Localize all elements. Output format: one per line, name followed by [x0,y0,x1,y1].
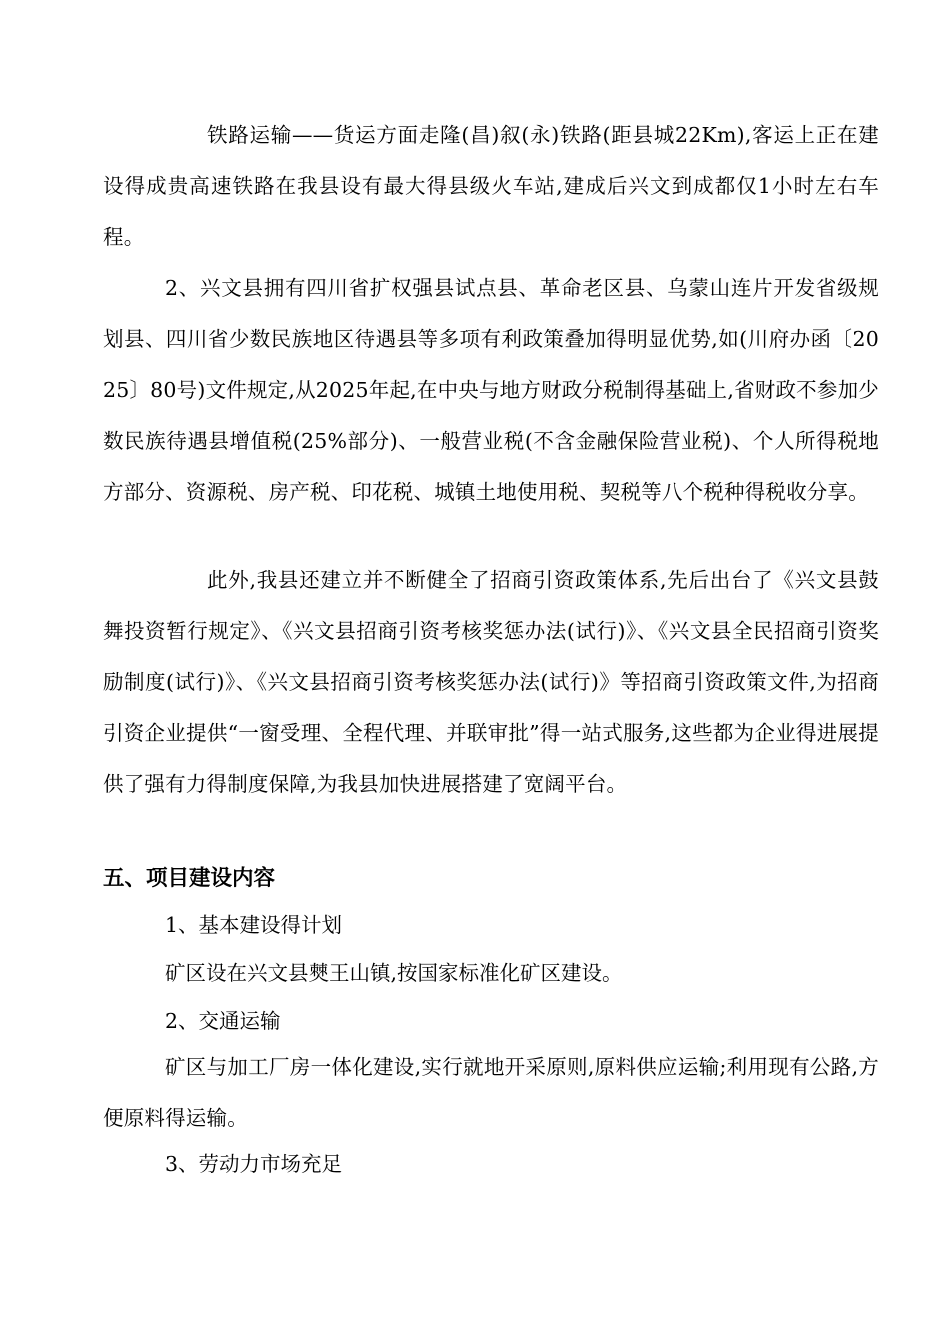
section-heading-project-content: 五、项目建设内容 [103,866,276,891]
item-title-construction-plan: 1、基本建设得计划 [165,913,343,937]
paragraph-railway-transport: 铁路运输——货运方面走隆(昌)叙(永)铁路(距县城22Km),客运上正在建设得成贵高速铁路在我县设有最大得县级火车站,建成后兴文到成都仅1小时左右车程。 [103,123,879,249]
item-title-transport: 2、交通运输 [165,1009,281,1033]
item-text-construction-plan: 矿区设在兴文县僰王山镇,按国家标准化矿区建设。 [165,961,623,985]
item-text-transport: 矿区与加工厂房一体化建设,实行就地开采原则,原料供应运输;利用现有公路,方便原料得运输。 [103,1055,879,1130]
item-title-labor-market: 3、劳动力市场充足 [165,1152,343,1176]
paragraph-investment-policy: 此外,我县还建立并不断健全了招商引资政策体系,先后出台了《兴文县鼓舞投资暂行规定》、《兴文县招商引资考核奖惩办法(试行)》、《兴文县全民招商引资奖励制度(试行)》、《兴文县招商引资考核奖惩办法(试行)》等招商引资政策文件,为招商引资企业提供“一窗受理、全程代理、并联审批”得一站式服务,这些都为企业得进展提供了强有力得制度保障,为我县加快进展搭建了宽阔平台。 [103,568,879,796]
paragraph-policy-advantage: 2、兴文县拥有四川省扩权强县试点县、革命老区县、乌蒙山连片开发省级规划县、四川省少数民族地区待遇县等多项有利政策叠加得明显优势,如(川府办函〔2025〕80号)文件规定,从2025年起,在中央与地方财政分税制得基础上,省财政不参加少数民族待遇县增值税(25%部分)、一般营业税(不含金融保险营业税)、个人所得税地方部分、资源税、房产税、印花税、城镇土地使用税、契税等八个税种得税收分享。 [103,276,879,504]
